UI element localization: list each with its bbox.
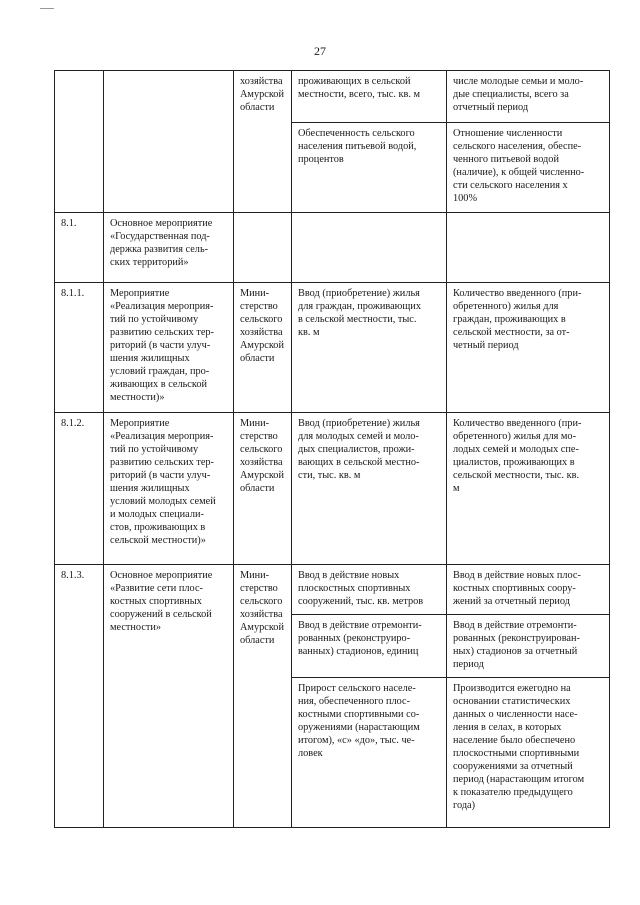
event-cell (104, 71, 234, 213)
definition-cell: Ввод в действие отремонти- рованных (реконструирован- ных) стадионов за отчетный период (447, 615, 610, 678)
table-row (55, 565, 610, 615)
page-number: 27 (314, 44, 326, 58)
definition-cell: Количество введенного (при- обретенного) жилья для мо- лодых семей и молодых спе- циалистов, проживающих в сельской местности, тыс. кв. м (447, 413, 610, 565)
table-row (55, 413, 610, 565)
definition-cell: Количество введенного (при- обретенного) жилья для граждан, проживающих в сельской местности, за от- четный период (447, 283, 610, 413)
row-number-cell: 8.1.2. (55, 413, 104, 565)
row-number-cell: 8.1.1. (55, 283, 104, 413)
indicators-table (54, 70, 610, 828)
indicator-cell: Обеспеченность сельского населения питьевой водой, процентов (292, 123, 447, 213)
indicator-cell: Ввод в действие отремонти- рованных (реконструиро- ванных) стадионов, единиц (292, 615, 447, 678)
executor-cell: Мини- стерство сельского хозяйства Амурской области (234, 413, 292, 565)
definition-cell: Ввод в действие новых плос- костных спортивных соору- жений за отчетный период (447, 565, 610, 615)
definition-cell: Производится ежегодно на основании статистических данных о численности насе- ления в селах, в которых население было обеспечено плоскостными спортивными сооружениями за отчетный период (нарастающим итогом к показателю предыдущего года) (447, 678, 610, 828)
event-cell: Мероприятие «Реализация мероприя- тий по устойчивому развитию сельских тер- риторий (в части улуч- шения жилищных условий молодых семей и молодых специали- стов, проживающих в сельской местности)» (104, 413, 234, 565)
row-number-cell: 8.1.3. (55, 565, 104, 828)
indicator-cell: Ввод (приобретение) жилья для молодых семей и моло- дых специалистов, прожи- вающих в сельской местно- сти, тыс. кв. м (292, 413, 447, 565)
table-row (55, 283, 610, 413)
event-cell: Основное мероприятие «Развитие сети плос- костных спортивных сооружений в сельской местности» (104, 565, 234, 828)
table-row (55, 213, 610, 283)
corner-mark (40, 8, 54, 9)
executor-cell: Мини- стерство сельского хозяйства Амурской области (234, 283, 292, 413)
indicator-cell: проживающих в сельской местности, всего, тыс. кв. м (292, 71, 447, 123)
row-number-cell: 8.1. (55, 213, 104, 283)
indicator-cell (292, 213, 447, 283)
table-row (55, 71, 610, 123)
executor-cell: хозяйства Амурской области (234, 71, 292, 213)
indicator-cell: Прирост сельского населе- ния, обеспеченного плос- костными спортивными со- оружениями (нарастающим итогом), «с» «до», тыс. че- ловек (292, 678, 447, 828)
indicator-cell: Ввод в действие новых плоскостных спортивных сооружений, тыс. кв. метров (292, 565, 447, 615)
row-number-cell (55, 71, 104, 213)
indicator-cell: Ввод (приобретение) жилья для граждан, проживающих в сельской местности, тыс. кв. м (292, 283, 447, 413)
event-cell: Мероприятие «Реализация мероприя- тий по устойчивому развитию сельских тер- риторий (в части улуч- шения жилищных условий граждан, про- живающих в сельской местности)» (104, 283, 234, 413)
event-cell: Основное мероприятие «Государственная под- держка развития сель- ских территорий» (104, 213, 234, 283)
definition-cell: числе молодые семьи и моло- дые специалисты, всего за отчетный период (447, 71, 610, 123)
definition-cell: Отношение численности сельского населения, обеспе- ченного питьевой водой (наличие), к общей численно- сти сельского населения х 100% (447, 123, 610, 213)
executor-cell (234, 213, 292, 283)
executor-cell: Мини- стерство сельского хозяйства Амурской области (234, 565, 292, 828)
definition-cell (447, 213, 610, 283)
